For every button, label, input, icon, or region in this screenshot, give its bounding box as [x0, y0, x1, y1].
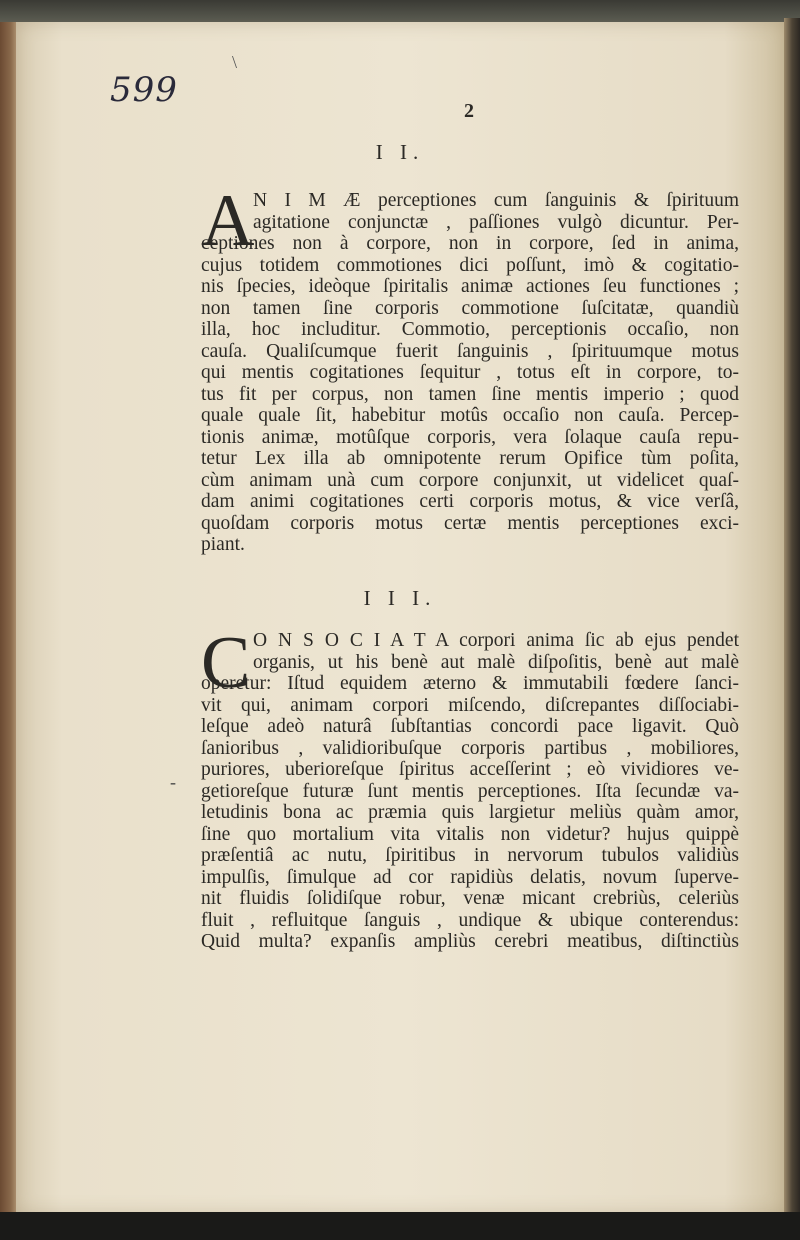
text-line: operetur: Iſtud equidem æterno & immutabili fœdere ſanci-	[201, 673, 739, 694]
text-line: getioreſque futuræ ſunt mentis perceptiones. Iſta ſecundæ va-	[201, 780, 739, 802]
dropcap-c: C	[201, 622, 251, 704]
text-line: quale quale ſit, habebitur motûs occaſio non cauſa. Percep-	[201, 405, 739, 426]
text-line: præſentiâ ac nutu, ſpiritibus in nervorum tubulos validiùs	[201, 845, 739, 866]
text-line: ceptiones non à corpore, non in corpore, ſed in anima,	[201, 233, 739, 254]
text-line: tus fit per corpus, non tamen ſine mentis imperio ; quod	[201, 383, 739, 405]
handwritten-folio-number: 599	[110, 70, 178, 110]
text-line: nit fluidis ſolidiſque robur, venæ micant crebriùs, celeriùs	[201, 888, 739, 909]
text-line: Quid multa? expanſis ampliùs cerebri meatibus, diſtinctiùs	[201, 931, 739, 952]
text-line: ſine quo mortalium vita vitalis non videtur? hujus quippè	[201, 823, 739, 845]
text-line: nis ſpecies, ideòque ſpiritalis animæ actiones ſeu functiones ;	[201, 276, 739, 297]
text-line: piant.	[201, 534, 245, 555]
text-line: vit qui, animam corpori miſcendo, diſcrepantes diſſociabi-	[201, 694, 739, 716]
text-line: cauſa. Qualiſcumque fuerit ſanguinis , ſpirituumque motus	[201, 340, 739, 362]
dropcap-a: A	[201, 180, 255, 262]
stray-ink-mark: \	[232, 52, 238, 72]
scan-background	[0, 1212, 800, 1240]
text-line: dam animi cogitationes certi corporis motus, & vice verſâ,	[201, 491, 739, 512]
text-line: N I M Æ perceptiones cum ſanguinis & ſpirituum	[253, 190, 739, 211]
signature-mark: 2	[464, 100, 474, 122]
book-fore-edge	[784, 18, 800, 1218]
text-line: letudinis bona ac præmia quis largietur meliùs quàm amor,	[201, 802, 739, 823]
section-heading-iii: I I I.	[363, 586, 437, 610]
text-line: cujus totidem commotiones dici poſſunt, imò & cogitatio-	[201, 254, 739, 276]
text-line: quoſdam corporis motus certæ mentis perceptiones exci-	[201, 512, 739, 534]
text-line: leſque adeò naturâ ſubſtantias concordi pace ligavit. Quò	[201, 716, 739, 737]
text-line: fluit , refluitque ſanguis , undique & ubique conterendus:	[201, 909, 739, 931]
text-line: O N S O C I A T A corpori anima ſic ab ejus pendet	[253, 630, 739, 651]
text-line: impulſis, ſimulque ad cor rapidiùs delatis, novum ſuperve-	[201, 866, 739, 888]
section-heading-ii: I I.	[375, 140, 425, 164]
margin-mark: -	[170, 772, 176, 792]
text-line: puriores, uberioreſque ſpiritus acceſſerint ; eò vividiores ve-	[201, 759, 739, 780]
text-line: cùm animam unà cum corpore conjunxit, ut videlicet quaſ-	[201, 469, 739, 491]
text-line: qui mentis cogitationes ſequitur , totus eſt in corpore, to-	[201, 362, 739, 383]
text-line: tetur Lex illa ab omnipotente rerum Opifice tùm poſita,	[201, 448, 739, 469]
text-line: illa, hoc includitur. Commotio, perceptionis occaſio, non	[201, 319, 739, 340]
text-line: tionis animæ, motûſque corporis, vera ſolaque cauſa repu-	[201, 426, 739, 448]
text-line: non tamen ſine corporis commotione ſuſcitatæ, quandiù	[201, 297, 739, 319]
text-line: ſanioribus , validioribuſque corporis partibus , mobiliores,	[201, 737, 739, 759]
section-iii-text	[201, 630, 739, 953]
section-ii-text	[201, 190, 739, 556]
text-line: agitatione conjunctæ , paſſiones vulgò dicuntur. Per-	[253, 211, 739, 233]
text-line: organis, ut his benè aut malè diſpoſitis, benè aut malè	[253, 651, 739, 673]
